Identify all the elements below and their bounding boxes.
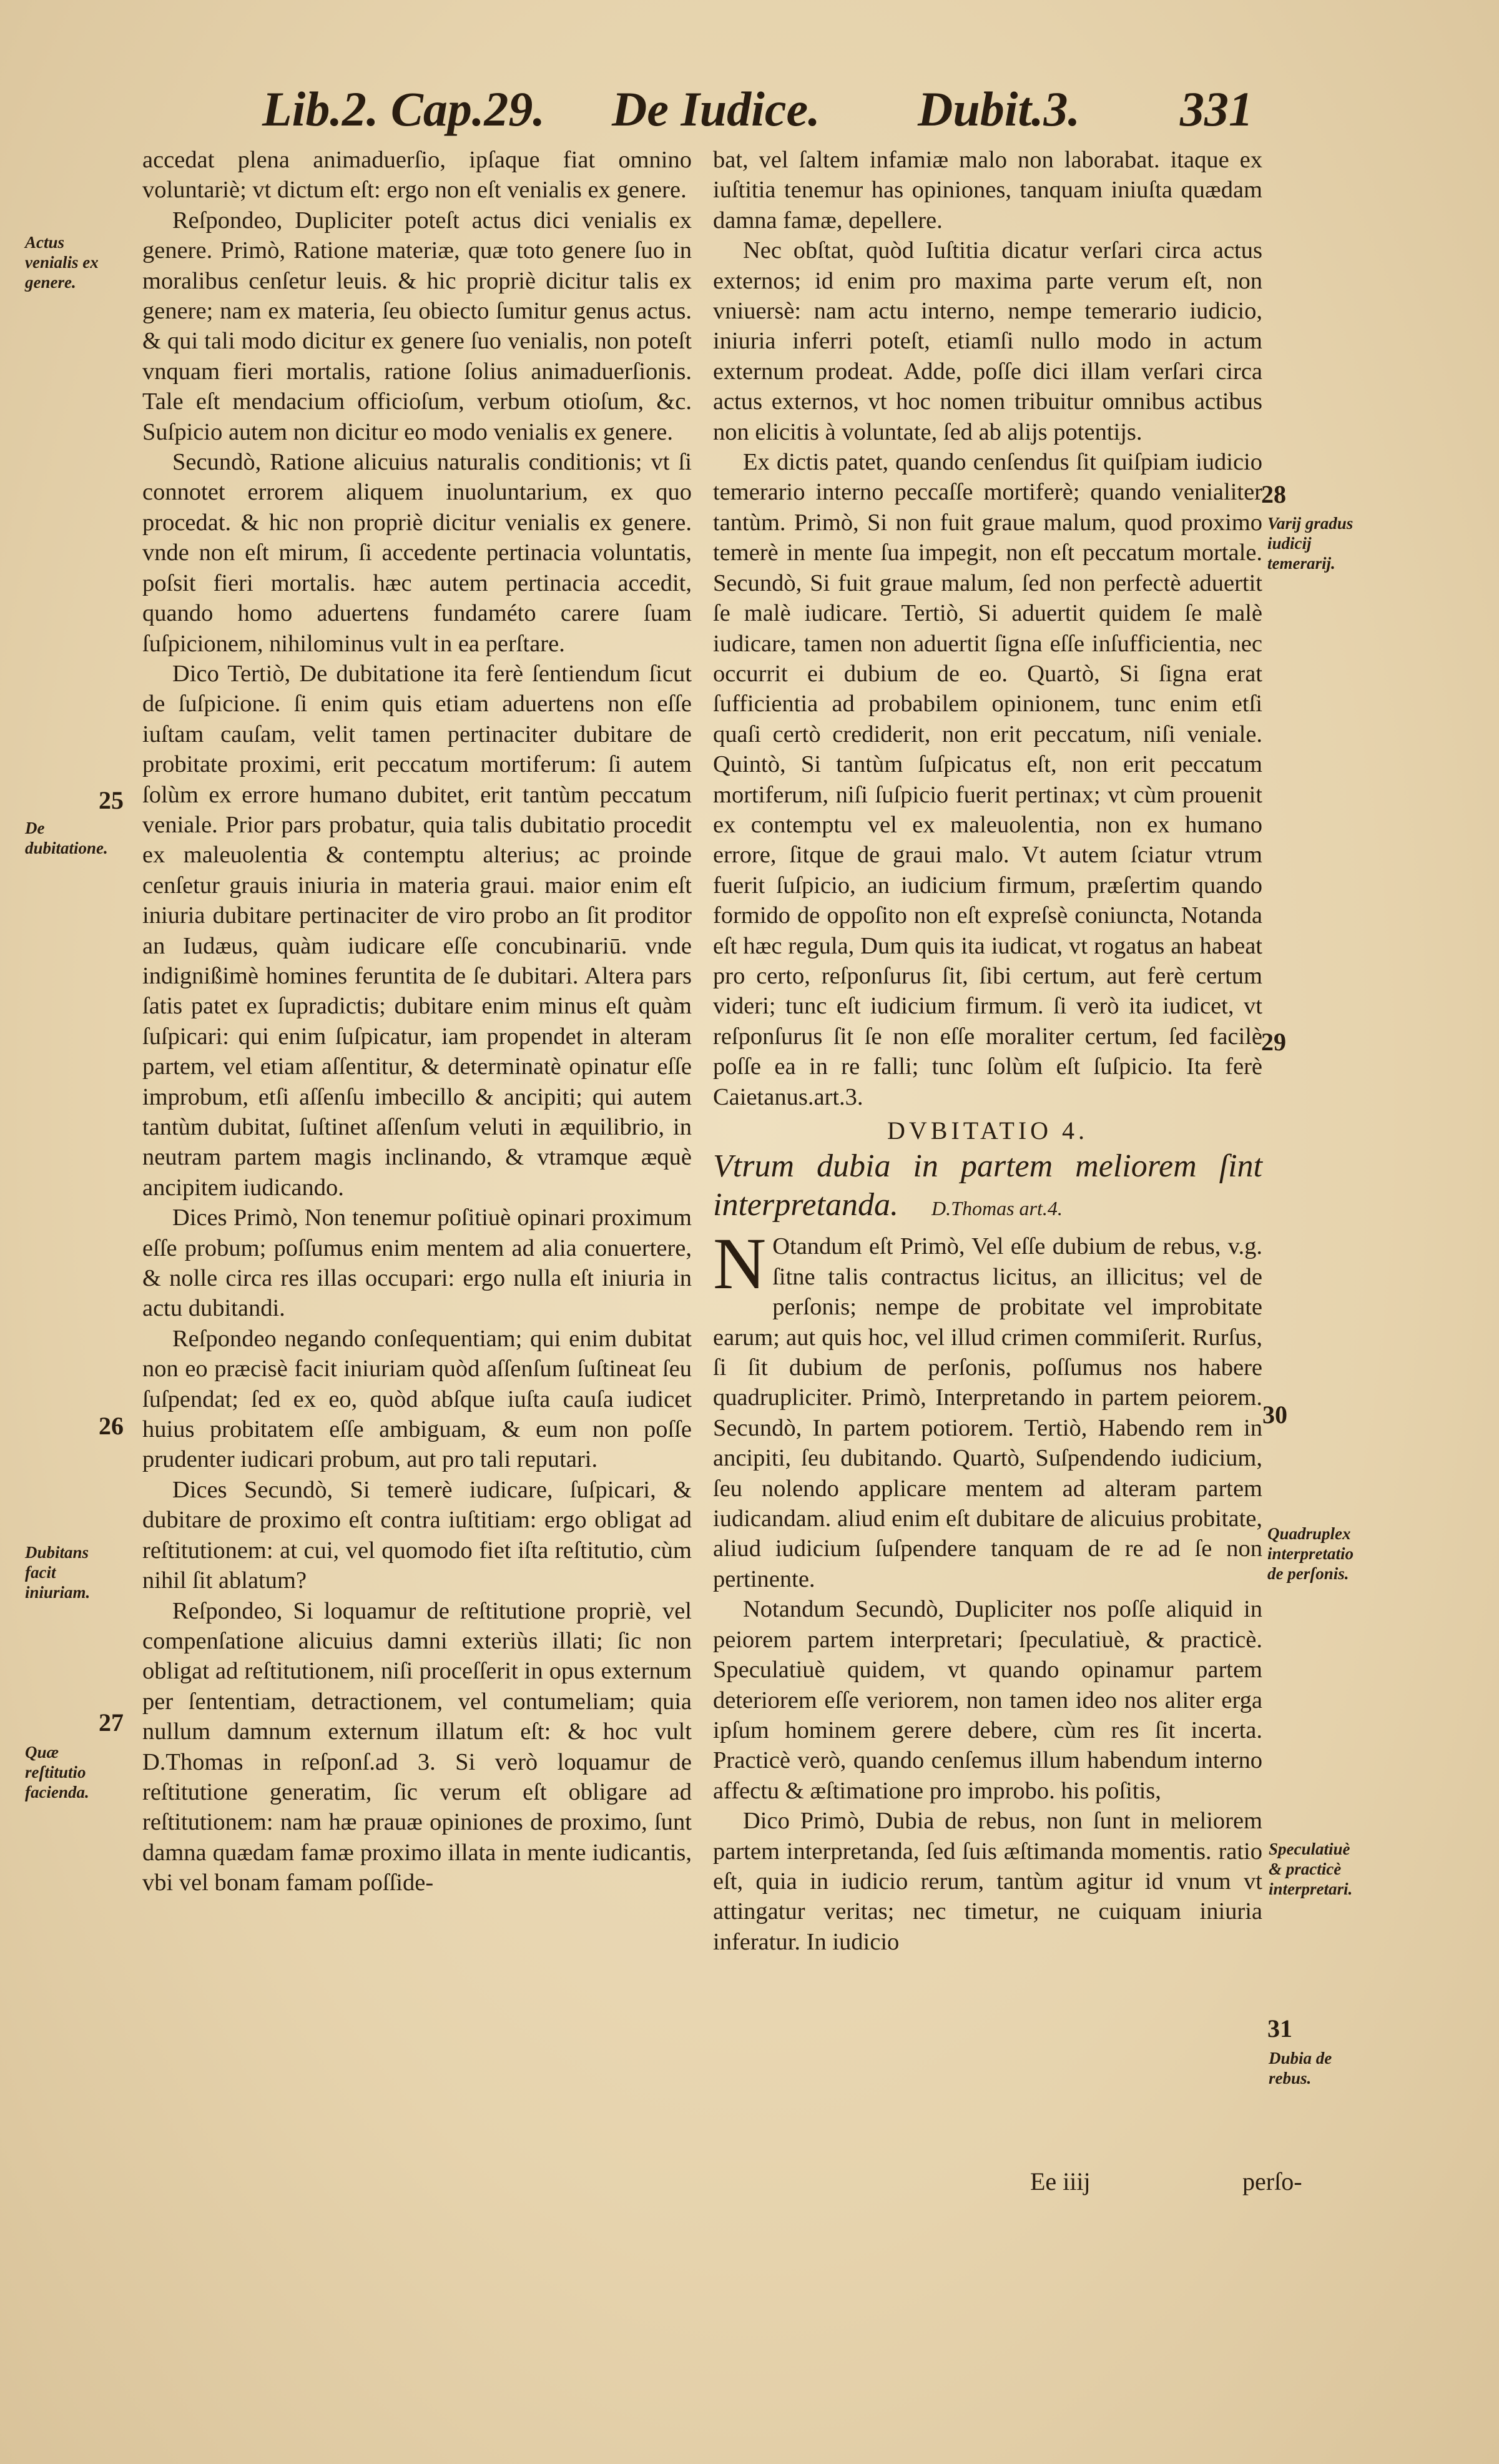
paragraph-text: Otandum eſt Primò, Vel eſſe dubium de rebus, v.g. ſitne talis contractus licitus, an illicitus; vel de perſonis; nempe de probitate vel improbitate earum; aut quis hoc, vel illud crimen commiſerit. Rurſus, ſi ſit dubium de perſonis, poſſumus nos habere quadrupliciter. Primò, Interpretando in partem peiorem. Secundò, In partem potiorem. Tertiò, Habendo rem in ancipiti, ſeu dubitando. Quartò, Suſpendendo iudicium, ſeu nolendo applicare mentem ad alteram partem iudicandam. aliud enim eſt dubitare de alicuius probitate, aliud iudicium ſuſpendere tanquam de re ad ſe non pertinente.	[713, 1233, 1262, 1592]
catchword: perſo-	[1242, 2167, 1302, 2195]
section-title	[713, 1147, 1262, 1228]
header-dubitatio: Dubit.3.	[918, 82, 1081, 136]
paragraph: Reſpondeo, Dupliciter poteſt actus dici venialis ex genere. Primò, Ratione materiæ, quæ toto genere ſuo in moralibus cenſetur leuis. & hic propriè dicitur talis ex genere; nam ex materia, ſeu obiecto ſumitur genus actus. & qui tali modo dicitur ex genere ſuo venialis, non poteſt vnquam fieri mortalis, ratione ſolius animaduerſionis. Tale eſt mendacium officioſum, verbum otioſum, &c. Suſpicio autem non dicitur eo modo venialis ex genere.	[142, 207, 692, 445]
paragraph: Reſpondeo, Si loquamur de reſtitutione propriè, vel compenſatione alicuius damni exteriùs illati; ſic non obligat ad reſtitutionem, niſi proceſſerit in opus externum per ſententiam, detractionem, vel contumeliam; quia nullum damnum externum illatum eſt: & hoc vult D.Thomas in reſponſ.ad 3. Si verò loquamur de reſtitutione generatim, ſic verum eſt obligare ad reſtitutionem: nam hæ prauæ opiniones de proximo, ſunt damna quædam famæ proximo illata in mente iudicantis, vbi vel bonam famam poſſide-	[142, 1597, 692, 1896]
margin-note: Dubitans facit iniuriam.	[25, 1543, 91, 1602]
signature-mark: Ee iiij	[1030, 2167, 1091, 2195]
page-footer	[1030, 2167, 1302, 2196]
header-title: De Iudice.	[612, 82, 820, 136]
paragraph: Reſpondeo negando conſequentiam; qui enim dubitat non eo præcisè facit iniuriam quòd aſſenſum ſuſtineat ſeu ſuſpendat; ſed ex eo, quòd abſque iuſta cauſa iudicet huius probitatem eſſe ambiguam, & eum non poſſe prudenter iudicari probum, aut pro tali reputari.	[142, 1325, 692, 1473]
paragraph: Dices Secundò, Si temerè iudicare, ſuſpicari, & dubitare de proximo eſt contra iuſtitiam: ergo obligat ad reſtitutionem: at cui, vel quomodo fiet iſta reſtitutio, cùm nihil ſit ablatum?	[142, 1476, 692, 1594]
margin-note: Speculatiuè & practicè interpretari.	[1269, 1840, 1353, 1898]
header-book-chapter: Lib.2. Cap.29.	[262, 82, 545, 136]
running-header	[262, 75, 1286, 144]
paragraph: Notandum Secundò, Dupliciter nos poſſe aliquid in peiorem partem interpretari; ſpeculatiuè, & practicè. Speculatiuè quidem, vt quando opinamur partem deteriorem eſſe veriorem, non tamen ideo nos aliter erga ipſum hominem gerere debere, cùm res ſit incerta. Practicè verò, quando cenſemus illum habendum interno affectu & æſtimatione pro improbo. his poſitis,	[713, 1596, 1262, 1804]
paragraph: Secundò, Ratione alicuius naturalis conditionis; vt ſi connotet errorem aliquem inuoluntarium, ex quo procedat. & hic non propriè dicitur venialis ex genere. vnde non eſt mirum, ſi accedente pertinacia voluntatis, poſsit fieri mortalis. hæc autem pertinacia accedit, quando homo aduertens fundaméto carere ſuam ſuſpicionem, nihilominus vult in ea perſtare.	[142, 449, 692, 657]
margin-number: 31	[1267, 2014, 1292, 2043]
section-title-text: Vtrum dubia in partem meliorem ſint interpretanda.	[713, 1148, 1262, 1223]
margin-number: 29	[1261, 1028, 1286, 1056]
section-heading: DVBITATIO 4.	[887, 1116, 1089, 1145]
margin-note: Actus venialis ex genere.	[25, 233, 99, 292]
margin-number: 25	[99, 786, 124, 814]
paragraph: Dico Primò, Dubia de rebus, non ſunt in meliorem partem interpretanda, ſed ſuis æſtimanda momentis. ratio eſt, quia in iudicio rerum, tantùm agitur id vnum vt attingatur veritas; nec timetur, ne cuiquam iniuria inferatur. In iudicio	[713, 1808, 1262, 1955]
paragraph: Dices Primò, Non tenemur poſitiuè opinari proximum eſſe probum; poſſumus enim mentem ad alia conuertere, & nolle circa res illas occupari: ergo nulla eſt iniuria in actu dubitandi.	[142, 1205, 692, 1322]
margin-note: De dubitatione.	[25, 819, 108, 857]
paragraph: accedat plena animaduerſio, ipſaque fiat omnino voluntariè; vt dictum eſt: ergo non eſt venialis ex genere.	[142, 147, 692, 204]
margin-note: Varij gradus iudicij temerarij.	[1267, 514, 1354, 573]
paragraph	[713, 1223, 1262, 1594]
paragraph: bat, vel ſaltem infamiæ malo non laborabat. itaque ex iuſtitia tenemur has opiniones, tanquam iniuſta quædam damna famæ, depellere.	[713, 147, 1262, 234]
margin-number: 30	[1262, 1401, 1287, 1429]
text-column-left	[142, 145, 692, 1898]
paragraph: Nec obſtat, quòd Iuſtitia dicatur verſari circa actus externos; id enim pro maxima parte verum eſt, non vniuersè: nam actu interno, nempe temerario iudicio, iniuria inferri poteſt, etiamſi nullo modo in actum externum prodeat. Adde, poſſe dici illam verſari circa actus externos, vt hoc nomen tribuitur omnibus actibus non elicitis à voluntate, ſed ab alijs potentijs.	[713, 237, 1262, 445]
paragraph: Ex dictis patet, quando cenſendus ſit quiſpiam iudicio temerario interno peccaſſe mortiferè; quando venialiter tantùm. Primò, Si non fuit graue malum, quod proximo temerè in mente ſua impegit, non eſt peccatum mortale. Secundò, Si fuit graue malum, ſed non perfectè aduertit ſe malè iudicare. Tertiò, Si aduertit quidem ſe malè iudicare, tamen non aduertit ſigna eſſe inſufficientia, nec occurrit ei dubium de eo. Quartò, Si ſigna erat ſufficientia ad probabilem opinionem, tunc enim etſi quaſi certò crediderit, non erit peccatum, niſi veniale. Quintò, Si tantùm ſuſpicatus eſt, non erit peccatum mortiferum, niſi ſuſpicio fuerit pertinax; vt cùm prouenit ex contemptu vel ex maleuolentia, non ex humano errore, ſitque de graui malo. Vt autem ſciatur vtrum fuerit ſuſpicio, an iudicium firmum, præſertim quando formido de oppoſito non eſt expreſsè coniuncta, Notanda eſt hæc regula, Dum quis ita iudicat, vt rogatus an habeat pro certo, reſponſurus ſit, ſibi certum, aut ferè certum videri; tunc eſt iudicium firmum. ſi verò ita iudicet, vt reſponſurus ſit ſe non eſſe moraliter certum, ſed facilè poſſe ea in re falli; tunc ſolùm eſt ſuſpicio. Ita ferè Caietanus.art.3.	[713, 449, 1262, 1110]
margin-note: Quadruplex interpretatio de perſonis.	[1267, 1524, 1354, 1583]
section-reference: D.Thomas art.4.	[931, 1197, 1063, 1220]
margin-number: 26	[99, 1412, 124, 1440]
margin-note: Dubia de rebus.	[1269, 2049, 1332, 2087]
margin-number: 27	[99, 1708, 124, 1737]
margin-note: Quæ reſtitutio facienda.	[25, 1743, 89, 1801]
paragraph: Dico Tertiò, De dubitatione ita ferè ſentiendum ſicut de ſuſpicione. ſi enim quis etiam aduertens non eſſe iuſtam cauſam, velit tamen pertinaciter dubitare de probitate proximi, erit peccatum mortiferum: ſi autem ſolùm ex errore humano dubitet, erit tantùm peccatum veniale. Prior pars probatur, quia talis dubitatio procedit ex maleuolentia & contemptu alterius; ac proinde cenſetur grauis iniuria in materia graui. maior enim eſt iniuria dubitare pertinaciter de viro probo an ſit proditor an Iudæus, quàm iudicare eſſe concubinariū. vnde indignißimè homines feruntita de ſe dubitari. Altera pars ſatis patet ex ſupradictis; dubitare enim minus eſt quàm ſuſpicari: qui enim ſuſpicatur, iam propendet in alteram partem, vel etiam aſſentitur, & determinatè opinatur eſſe improbum, etſi aſſenſu imbecillo & ancipiti; qui autem tantùm dubitat, ſuſtinet aſſenſum veluti in æquilibrio, in neutram partem magis inclinando, & vtramque æquè ancipitem iudicando.	[142, 660, 692, 1201]
drop-cap: N	[713, 1223, 767, 1305]
page-number: 331	[1180, 82, 1253, 136]
margin-number: 28	[1261, 480, 1286, 508]
text-column-right	[713, 145, 1262, 1957]
